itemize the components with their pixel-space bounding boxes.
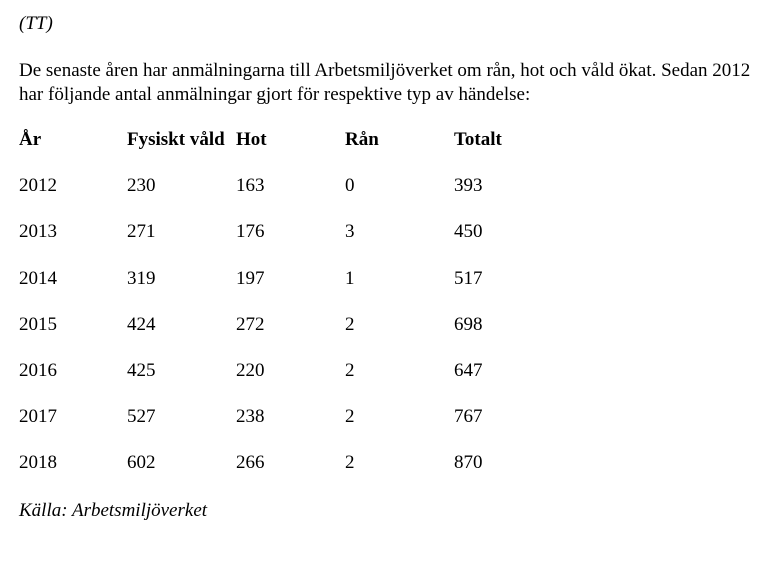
cell-threat: 266 bbox=[236, 452, 265, 474]
cell-threat: 272 bbox=[236, 313, 265, 335]
cell-total: 698 bbox=[454, 313, 483, 335]
cell-total: 517 bbox=[454, 267, 483, 289]
cell-threat: 238 bbox=[236, 406, 265, 428]
cell-robbery: 2 bbox=[345, 313, 355, 335]
table-row bbox=[19, 405, 739, 451]
cell-threat: 220 bbox=[236, 359, 265, 381]
cell-year: 2014 bbox=[19, 267, 57, 289]
cell-robbery: 2 bbox=[345, 452, 355, 474]
header-robbery: Rån bbox=[345, 129, 379, 150]
table-row bbox=[19, 313, 739, 359]
statistics-table bbox=[19, 128, 739, 498]
cell-total: 767 bbox=[454, 406, 483, 428]
table-row bbox=[19, 220, 739, 266]
cell-year: 2017 bbox=[19, 406, 57, 428]
cell-threat: 163 bbox=[236, 175, 265, 197]
cell-total: 450 bbox=[454, 221, 483, 243]
table-row bbox=[19, 267, 739, 313]
table-row bbox=[19, 451, 739, 497]
cell-year: 2015 bbox=[19, 313, 57, 335]
cell-total: 393 bbox=[454, 175, 483, 197]
cell-total: 647 bbox=[454, 359, 483, 381]
cell-physical-violence: 424 bbox=[127, 313, 156, 335]
table-row bbox=[19, 359, 739, 405]
intro-paragraph: De senaste åren har anmälningarna till Arbetsmiljöverket om rån, hot och våld ökat. Sedan 2012 har följande antal anmälningar gjort för respektive typ av händelse: bbox=[19, 60, 751, 105]
table-row bbox=[19, 174, 739, 220]
cell-year: 2018 bbox=[19, 452, 57, 474]
cell-robbery: 2 bbox=[345, 359, 355, 381]
cell-robbery: 0 bbox=[345, 175, 355, 197]
cell-robbery: 2 bbox=[345, 406, 355, 428]
header-threat: Hot bbox=[236, 129, 267, 150]
cell-year: 2012 bbox=[19, 175, 57, 197]
cell-physical-violence: 602 bbox=[127, 452, 156, 474]
cell-year: 2013 bbox=[19, 221, 57, 243]
cell-physical-violence: 271 bbox=[127, 221, 156, 243]
header-physical-violence: Fysiskt våld bbox=[127, 129, 225, 150]
cell-physical-violence: 527 bbox=[127, 406, 156, 428]
cell-physical-violence: 230 bbox=[127, 175, 156, 197]
cell-threat: 176 bbox=[236, 221, 265, 243]
header-total: Totalt bbox=[454, 129, 502, 150]
source-credit: Källa: Arbetsmiljöverket bbox=[19, 500, 208, 521]
cell-total: 870 bbox=[454, 452, 483, 474]
cell-robbery: 1 bbox=[345, 267, 355, 289]
cell-physical-violence: 319 bbox=[127, 267, 156, 289]
table-header-row bbox=[19, 128, 739, 174]
cell-robbery: 3 bbox=[345, 221, 355, 243]
source-tag: (TT) bbox=[19, 13, 53, 34]
header-year: År bbox=[19, 129, 42, 150]
cell-threat: 197 bbox=[236, 267, 265, 289]
cell-physical-violence: 425 bbox=[127, 359, 156, 381]
cell-year: 2016 bbox=[19, 359, 57, 381]
